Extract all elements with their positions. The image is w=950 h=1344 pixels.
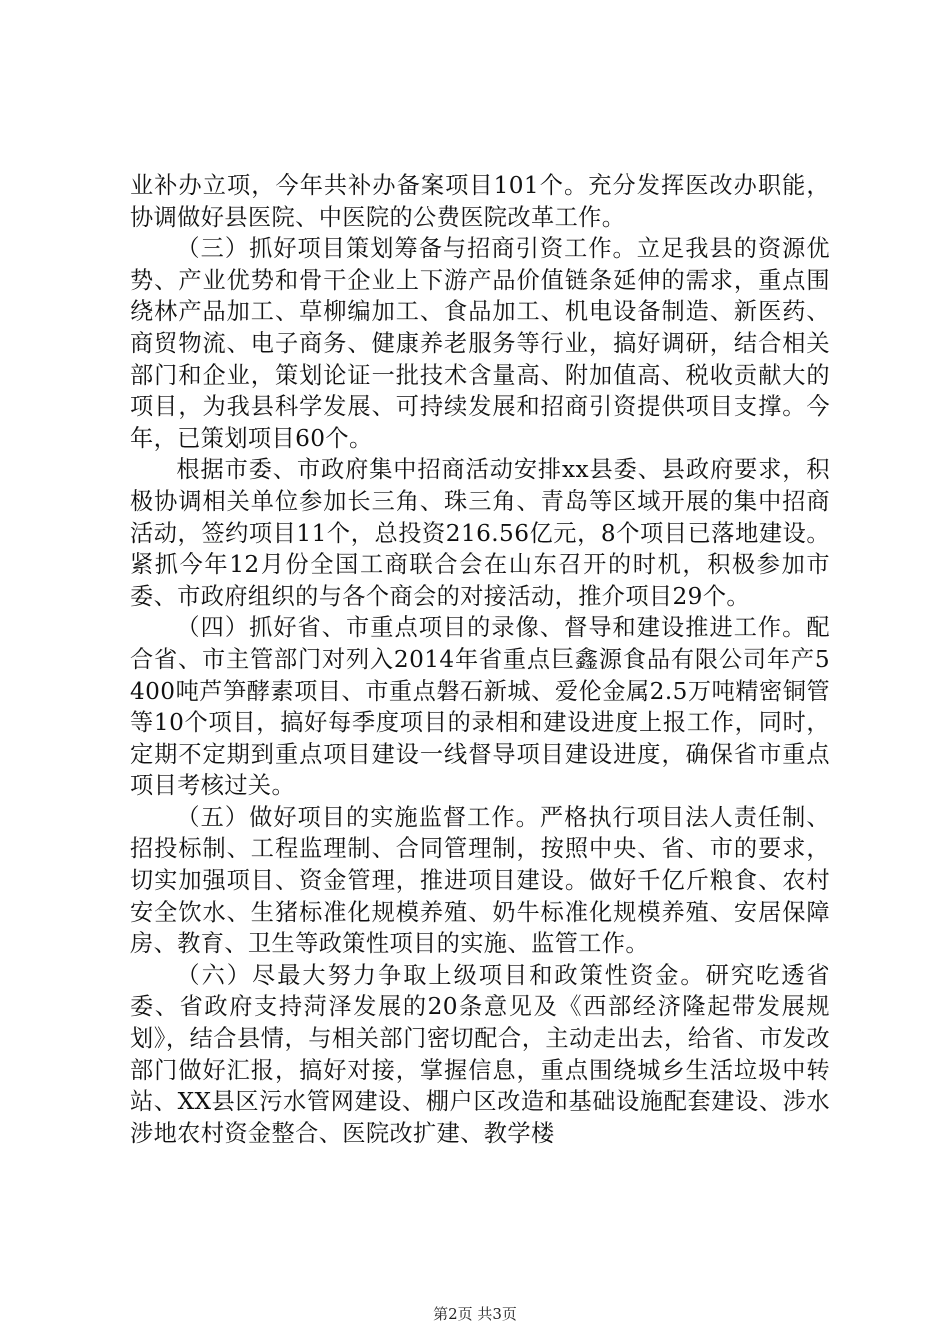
page-footer: 第2页 共3页 [433, 1305, 517, 1323]
paragraph-investment: 根据市委、市政府集中招商活动安排xx县委、县政府要求，积极协调相关单位参加长三角、珠三角、青岛等区域开展的集中招商活动，签约项目11个，总投资216.56亿元，8个项目已落地建设。紧抓今年12月份全国工商联合会在山东召开的时机，积极参加市委、市政府组织的与各个商会的对接活动，推介项目29个。 [130, 456, 830, 610]
paragraph-section-5: （五）做好项目的实施监督工作。严格执行项目法人责任制、招投标制、工程监理制、合同管理制，按照中央、省、市的要求，切实加强项目、资金管理，推进项目建设。做好千亿斤粮食、农村安全饮水、生猪标准化规模养殖、奶牛标准化规模养殖、安居保障房、教育、卫生等政策性项目的实施、监管工作。 [130, 803, 830, 958]
paragraph-section-4: （四）抓好省、市重点项目的录像、督导和建设推进工作。配合省、市主管部门对列入2014年省重点巨鑫源食品有限公司年产5400吨芦笋酵素项目、市重点磐石新城、爱伦金属2.5万吨精密铜管等10个项目，搞好每季度项目的录相和建设进度上报工作，同时，定期不定期到重点项目建设一线督导项目建设进度，确保省市重点项目考核过关。 [130, 614, 830, 800]
paragraph-section-6: （六）尽最大努力争取上级项目和政策性资金。研究吃透省委、省政府支持菏泽发展的20条意见及《西部经济隆起带发展规划》，结合县情，与相关部门密切配合，主动走出去，给省、市发改部门做好汇报，搞好对接，掌握信息，重点围绕城乡生活垃圾中转站、XX县区污水管网建设、棚户区改造和基础设施配套建设、涉水涉地农村资金整合、医院改扩建、教学楼 [130, 961, 830, 1147]
paragraph-section-3: （三）抓好项目策划筹备与招商引资工作。立足我县的资源优势、产业优势和骨干企业上下游产品价值链条延伸的需求，重点围绕林产品加工、草柳编加工、食品加工、机电设备制造、新医药、商贸物流、电子商务、健康养老服务等行业，搞好调研，结合相关部门和企业，策划论证一批技术含量高、附加值高、税收贡献大的项目，为我县科学发展、可持续发展和招商引资提供项目支撑。今年，已策划项目60个。 [130, 235, 830, 452]
paragraph-continuation: 业补办立项，今年共补办备案项目101个。充分发挥医改办职能，协调做好县医院、中医院的公费医院改革工作。 [130, 172, 830, 231]
body-text [130, 170, 830, 1149]
